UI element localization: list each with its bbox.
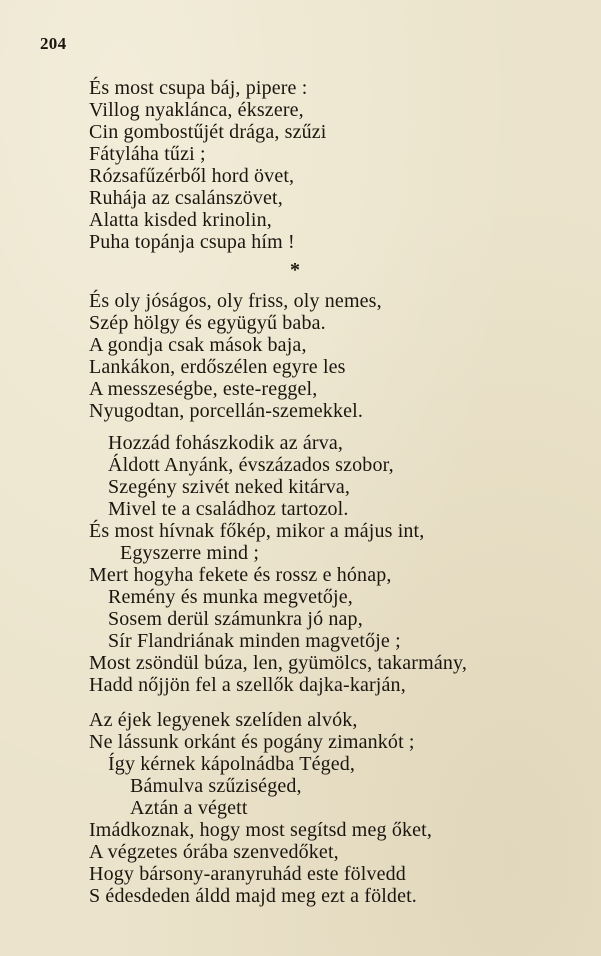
poem-line: Egyszerre mind ; <box>120 542 260 564</box>
poem-line: Imádkoznak, hogy most segítsd meg őket, <box>89 819 433 841</box>
poem-line: Alatta kisded krinolin, <box>89 209 272 231</box>
poem-line: Sosem derül számunkra jó nap, <box>108 608 363 630</box>
poem-line: Az éjek legyenek szelíden alvók, <box>89 709 358 731</box>
page-number: 204 <box>40 34 67 53</box>
poem-line: Remény és munka megvetője, <box>108 586 353 608</box>
poem-line: Lankákon, erdőszélen egyre les <box>89 356 346 378</box>
poem-line: A messzeségbe, este-reggel, <box>89 378 318 400</box>
poem-line: És oly jóságos, oly friss, oly nemes, <box>89 290 382 312</box>
poem-line: Ruhája az csalánszövet, <box>89 187 283 209</box>
poem-line: Áldott Anyánk, évszázados szobor, <box>108 454 394 476</box>
poem-line: Bámulva szűziséged, <box>130 775 302 797</box>
poem-line: Sír Flandriának minden magvetője ; <box>108 630 401 652</box>
poem-line: A gondja csak mások baja, <box>89 334 307 356</box>
poem-line: Szegény szivét neked kitárva, <box>108 476 351 498</box>
poem-line: Mivel te a családhoz tartozol. <box>108 498 349 520</box>
poem-line: Mert hogyha fekete és rossz e hónap, <box>89 564 392 586</box>
poem-line: A végzetes órába szenvedőket, <box>89 841 339 863</box>
poem-line: És most csupa báj, pipere : <box>89 77 308 99</box>
poem-line: Aztán a végett <box>130 797 248 819</box>
poem-line: Hadd nőjjön fel a szellők dajka-karján, <box>89 674 406 696</box>
poem-line: Fátyláha tűzi ; <box>89 143 206 165</box>
poem-line: Most zsöndül búza, len, gyümölcs, takarmány, <box>89 652 468 674</box>
stanza-separator: * <box>290 259 300 281</box>
poem-line: Szép hölgy és együgyű baba. <box>89 312 326 334</box>
poem-line: Hozzád fohászkodik az árva, <box>108 432 344 454</box>
poem-line: Így kérnek kápolnádba Téged, <box>108 753 356 775</box>
poem-line: Nyugodtan, porcellán-szemekkel. <box>89 400 363 422</box>
poem-line: És most hívnak főkép, mikor a május int, <box>89 520 425 542</box>
poem-line: Puha topánja csupa hím ! <box>89 231 295 253</box>
poem-line: Hogy bársony-aranyruhád este fölvedd <box>89 863 406 885</box>
poem-line: S édesdeden áldd majd meg ezt a földet. <box>89 885 417 907</box>
poem-line: Rózsafűzérből hord övet, <box>89 165 295 187</box>
poem-line: Cin gombostűjét drága, szűzi <box>89 121 327 143</box>
poem-line: Ne lássunk orkánt és pogány zimankót ; <box>89 731 415 753</box>
poem-line: Villog nyaklánca, ékszere, <box>89 99 304 121</box>
